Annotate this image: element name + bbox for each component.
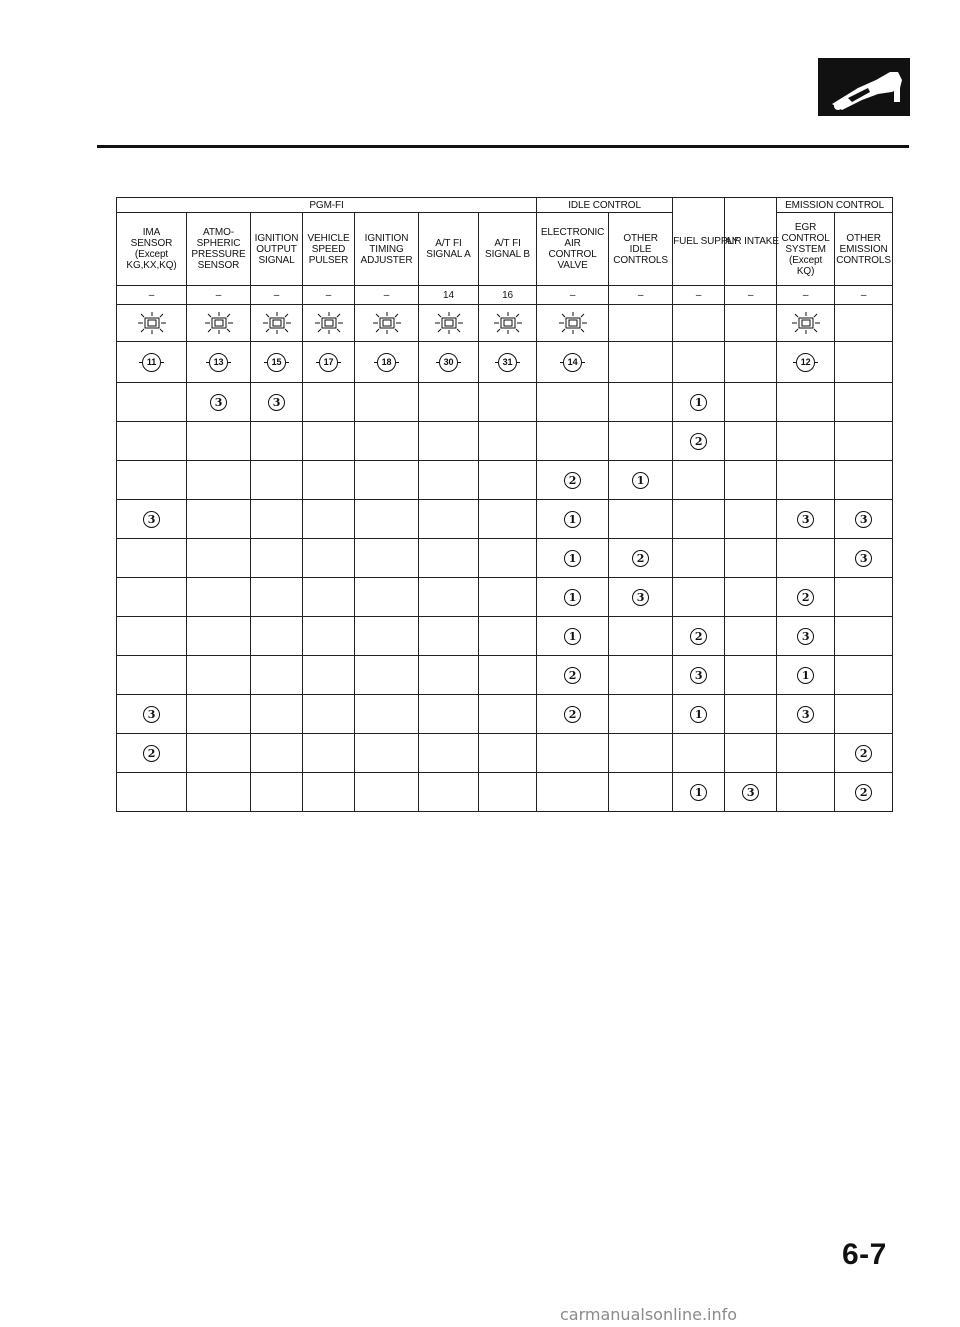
table-cell	[835, 422, 893, 461]
watermark: carmanualsonline.info	[560, 1305, 738, 1324]
table-cell	[537, 578, 609, 617]
mil-cell	[117, 305, 187, 342]
table-cell	[187, 383, 251, 422]
mil-cell	[303, 305, 355, 342]
table-cell	[419, 695, 479, 734]
table-cell	[251, 578, 303, 617]
column-header: ELECTRONIC AIR CONTROL VALVE	[537, 213, 609, 286]
table-cell	[835, 461, 893, 500]
table-cell	[479, 578, 537, 617]
table-cell	[419, 422, 479, 461]
table-cell	[479, 656, 537, 695]
code-number: –	[251, 286, 303, 305]
priority-number: 3	[143, 511, 160, 528]
table-cell	[725, 422, 777, 461]
table-cell	[187, 773, 251, 812]
table-cell	[479, 500, 537, 539]
blink-code-row	[117, 342, 893, 383]
blink-code: 30	[439, 353, 458, 372]
table-cell	[117, 422, 187, 461]
table-row	[117, 539, 893, 578]
table-cell	[673, 617, 725, 656]
table-cell	[537, 500, 609, 539]
table-cell	[725, 734, 777, 773]
table-cell	[117, 695, 187, 734]
table-cell	[609, 695, 673, 734]
table-cell	[725, 578, 777, 617]
group-idle-control: IDLE CONTROL	[537, 198, 673, 213]
table-cell	[303, 461, 355, 500]
table-cell	[419, 461, 479, 500]
priority-number: 2	[143, 745, 160, 762]
priority-number: 3	[143, 706, 160, 723]
table-cell	[835, 578, 893, 617]
diagnosis-table	[116, 197, 893, 812]
blink-code: 12	[796, 353, 815, 372]
table-cell	[479, 773, 537, 812]
table-cell	[251, 617, 303, 656]
mil-cell	[673, 305, 725, 342]
blink-code-cell	[835, 342, 893, 383]
table-cell	[303, 617, 355, 656]
blink-code-cell	[303, 342, 355, 383]
table-cell	[537, 617, 609, 656]
table-cell	[303, 695, 355, 734]
mil-cell	[187, 305, 251, 342]
table-cell	[355, 617, 419, 656]
table-cell	[117, 461, 187, 500]
priority-number: 3	[797, 706, 814, 723]
table-cell	[355, 383, 419, 422]
mil-cell	[537, 305, 609, 342]
table-cell	[609, 500, 673, 539]
table-cell	[419, 617, 479, 656]
table-cell	[777, 500, 835, 539]
priority-number: 2	[564, 472, 581, 489]
priority-number: 2	[564, 706, 581, 723]
header-rule	[97, 145, 909, 148]
table-cell	[187, 539, 251, 578]
priority-number: 1	[564, 550, 581, 567]
blink-code-cell	[419, 342, 479, 383]
blink-code-cell	[673, 342, 725, 383]
table-cell	[187, 422, 251, 461]
group-emission-control: EMISSION CONTROL	[777, 198, 893, 213]
table-cell	[355, 773, 419, 812]
table-cell	[187, 656, 251, 695]
mil-cell	[251, 305, 303, 342]
column-header: OTHER IDLE CONTROLS	[609, 213, 673, 286]
column-header: A/T FI SIGNAL A	[419, 213, 479, 286]
table-cell	[537, 656, 609, 695]
table-cell	[725, 461, 777, 500]
priority-number: 3	[855, 550, 872, 567]
table-cell	[673, 461, 725, 500]
table-cell	[835, 773, 893, 812]
column-header: IMA SENSOR (Except KG,KX,KQ)	[117, 213, 187, 286]
mil-cell	[479, 305, 537, 342]
table-cell	[673, 500, 725, 539]
table-cell	[609, 617, 673, 656]
table-cell	[251, 773, 303, 812]
column-header: ATMO- SPHERIC PRESSURE SENSOR	[187, 213, 251, 286]
priority-number: 3	[797, 511, 814, 528]
table-cell	[251, 539, 303, 578]
code-number: –	[725, 286, 777, 305]
table-cell	[251, 695, 303, 734]
code-number: –	[673, 286, 725, 305]
table-cell	[537, 383, 609, 422]
table-cell	[187, 734, 251, 773]
priority-number: 1	[690, 706, 707, 723]
code-number: –	[835, 286, 893, 305]
table-cell	[835, 539, 893, 578]
table-cell	[355, 500, 419, 539]
table-cell	[479, 383, 537, 422]
column-header: EGR CONTROL SYSTEM (Except KQ)	[777, 213, 835, 286]
priority-number: 1	[690, 394, 707, 411]
table-cell	[725, 656, 777, 695]
table-cell	[355, 422, 419, 461]
table-cell	[479, 734, 537, 773]
code-number: –	[187, 286, 251, 305]
priority-number: 2	[690, 433, 707, 450]
table-cell	[187, 578, 251, 617]
mil-cell	[609, 305, 673, 342]
table-cell	[251, 422, 303, 461]
table-cell	[673, 383, 725, 422]
table-cell	[835, 734, 893, 773]
code-number: 16	[479, 286, 537, 305]
table-cell	[419, 500, 479, 539]
code-number: –	[777, 286, 835, 305]
table-cell	[479, 461, 537, 500]
blink-code: 18	[377, 353, 396, 372]
priority-number: 2	[855, 784, 872, 801]
table-cell	[187, 695, 251, 734]
table-cell	[537, 695, 609, 734]
table-row	[117, 578, 893, 617]
check-engine-light-icon	[419, 312, 478, 334]
table-cell	[303, 734, 355, 773]
code-number: 14	[419, 286, 479, 305]
table-cell	[777, 734, 835, 773]
table-cell	[117, 617, 187, 656]
table-cell	[303, 656, 355, 695]
table-cell	[673, 578, 725, 617]
table-cell	[777, 461, 835, 500]
table-cell	[419, 383, 479, 422]
check-engine-light-icon	[777, 312, 834, 334]
table-cell	[835, 383, 893, 422]
blink-code-cell	[355, 342, 419, 383]
blink-code-cell	[117, 342, 187, 383]
table-row	[117, 773, 893, 812]
priority-number: 1	[564, 511, 581, 528]
table-cell	[673, 773, 725, 812]
priority-number: 1	[564, 628, 581, 645]
blink-code-cell	[609, 342, 673, 383]
priority-number: 1	[690, 784, 707, 801]
check-engine-light-icon	[355, 312, 418, 334]
blink-code-cell	[187, 342, 251, 383]
table-cell	[355, 695, 419, 734]
table-cell	[609, 578, 673, 617]
column-header: IGNITION TIMING ADJUSTER	[355, 213, 419, 286]
blink-code-cell	[537, 342, 609, 383]
code-number: –	[355, 286, 419, 305]
table-cell	[355, 461, 419, 500]
table-cell	[537, 422, 609, 461]
table-cell	[777, 422, 835, 461]
table-cell	[835, 617, 893, 656]
table-cell	[725, 773, 777, 812]
priority-number: 3	[797, 628, 814, 645]
table-cell	[725, 539, 777, 578]
blink-code: 14	[563, 353, 582, 372]
table-cell	[479, 422, 537, 461]
table-cell	[609, 461, 673, 500]
table-cell	[673, 422, 725, 461]
table-cell	[673, 695, 725, 734]
priority-number: 1	[632, 472, 649, 489]
table-cell	[303, 500, 355, 539]
table-cell	[777, 773, 835, 812]
table-cell	[835, 656, 893, 695]
blink-code-cell	[725, 342, 777, 383]
table-cell	[777, 578, 835, 617]
priority-number: 2	[855, 745, 872, 762]
table-cell	[725, 617, 777, 656]
priority-number: 2	[564, 667, 581, 684]
table-cell	[355, 734, 419, 773]
table-cell	[355, 578, 419, 617]
column-header: IGNITION OUTPUT SIGNAL	[251, 213, 303, 286]
blink-code-cell	[251, 342, 303, 383]
table-cell	[537, 539, 609, 578]
code-number: –	[117, 286, 187, 305]
table-cell	[251, 383, 303, 422]
table-cell	[609, 656, 673, 695]
page-number: 6-7	[842, 1238, 887, 1271]
table-cell	[303, 422, 355, 461]
table-row	[117, 617, 893, 656]
blink-code: 17	[319, 353, 338, 372]
priority-number: 3	[855, 511, 872, 528]
table-cell	[303, 578, 355, 617]
check-engine-light-icon	[251, 312, 302, 334]
priority-number: 3	[632, 589, 649, 606]
table-row	[117, 500, 893, 539]
table-cell	[479, 539, 537, 578]
table-cell	[777, 539, 835, 578]
check-engine-light-icon	[187, 312, 250, 334]
table-cell	[537, 461, 609, 500]
table-cell	[609, 734, 673, 773]
table-cell	[251, 734, 303, 773]
table-cell	[355, 539, 419, 578]
table-cell	[479, 617, 537, 656]
table-row	[117, 656, 893, 695]
priority-number: 3	[742, 784, 759, 801]
table-cell	[725, 500, 777, 539]
table-cell	[609, 383, 673, 422]
blink-code: 13	[209, 353, 228, 372]
table-cell	[117, 734, 187, 773]
table-cell	[537, 734, 609, 773]
table-cell	[673, 539, 725, 578]
table-cell	[303, 383, 355, 422]
table-cell	[777, 656, 835, 695]
priority-number: 3	[690, 667, 707, 684]
priority-number: 3	[210, 394, 227, 411]
mil-cell	[725, 305, 777, 342]
table-cell	[117, 500, 187, 539]
table-cell	[725, 695, 777, 734]
table-cell	[777, 617, 835, 656]
column-header: OTHER EMISSION CONTROLS	[835, 213, 893, 286]
table-cell	[117, 656, 187, 695]
column-header: VEHICLE SPEED PULSER	[303, 213, 355, 286]
table-cell	[303, 773, 355, 812]
table-cell	[303, 539, 355, 578]
table-cell	[117, 773, 187, 812]
table-cell	[419, 656, 479, 695]
blink-code: 11	[142, 353, 161, 372]
mil-row	[117, 305, 893, 342]
check-engine-light-icon	[117, 312, 186, 334]
mil-cell	[355, 305, 419, 342]
column-header: A/T FI SIGNAL B	[479, 213, 537, 286]
table-row	[117, 734, 893, 773]
code-number: –	[303, 286, 355, 305]
table-row	[117, 383, 893, 422]
table-cell	[251, 500, 303, 539]
table-cell	[777, 383, 835, 422]
code-number: –	[609, 286, 673, 305]
blink-code-cell	[479, 342, 537, 383]
mil-cell	[777, 305, 835, 342]
table-cell	[419, 773, 479, 812]
table-cell	[187, 617, 251, 656]
table-cell	[609, 539, 673, 578]
priority-number: 2	[690, 628, 707, 645]
table-cell	[835, 695, 893, 734]
table-cell	[609, 422, 673, 461]
code-number-row	[117, 286, 893, 305]
check-engine-light-icon	[537, 312, 608, 334]
check-engine-light-icon	[303, 312, 354, 334]
column-header: AIR INTAKE	[725, 198, 777, 286]
table-cell	[673, 734, 725, 773]
table-row	[117, 695, 893, 734]
table-cell	[187, 500, 251, 539]
blink-code: 31	[498, 353, 517, 372]
table-cell	[117, 383, 187, 422]
priority-number: 2	[797, 589, 814, 606]
priority-number: 1	[797, 667, 814, 684]
fuel-nozzle-icon	[818, 58, 910, 116]
table-cell	[479, 695, 537, 734]
table-cell	[419, 734, 479, 773]
table-cell	[117, 578, 187, 617]
table-cell	[117, 539, 187, 578]
table-cell	[725, 383, 777, 422]
group-header-row	[117, 198, 893, 213]
group-pgm-fi: PGM-FI	[117, 198, 537, 213]
table-cell	[835, 500, 893, 539]
table-row	[117, 461, 893, 500]
blink-code-cell	[777, 342, 835, 383]
table-cell	[673, 656, 725, 695]
priority-number: 1	[564, 589, 581, 606]
mil-cell	[835, 305, 893, 342]
code-number: –	[537, 286, 609, 305]
table-cell	[251, 656, 303, 695]
table-cell	[251, 461, 303, 500]
check-engine-light-icon	[479, 312, 536, 334]
table-cell	[419, 578, 479, 617]
table-cell	[355, 656, 419, 695]
column-header-row	[117, 213, 893, 286]
priority-number: 3	[268, 394, 285, 411]
table-cell	[609, 773, 673, 812]
table-cell	[187, 461, 251, 500]
table-cell	[777, 695, 835, 734]
table-row	[117, 422, 893, 461]
table-cell	[419, 539, 479, 578]
priority-number: 2	[632, 550, 649, 567]
column-header: FUEL SUPPLY	[673, 198, 725, 286]
mil-cell	[419, 305, 479, 342]
blink-code: 15	[267, 353, 286, 372]
table-cell	[537, 773, 609, 812]
